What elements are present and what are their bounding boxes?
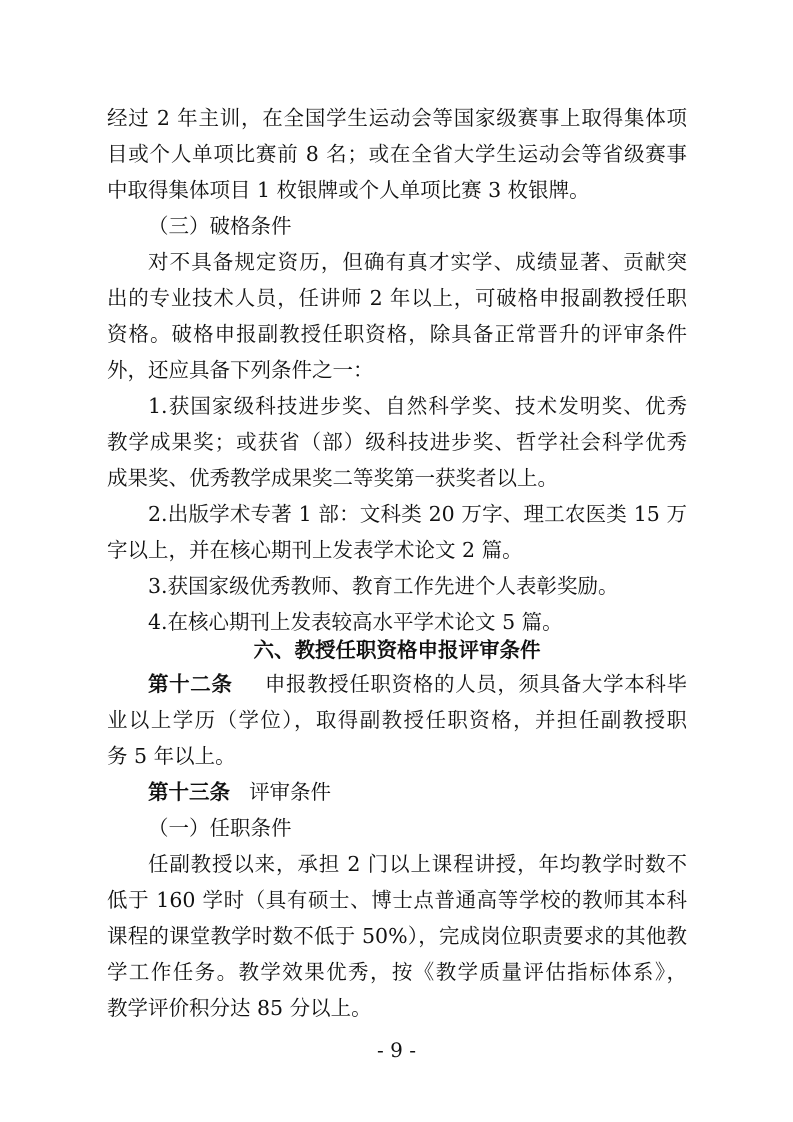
text-line: 课程的课堂教学时数不低于 50%），完成岗位职责要求的其他教 <box>107 924 687 948</box>
article-13-label: 第十三条 <box>148 780 230 804</box>
text-line: 对不具备规定资历，但确有真才实学、成绩显著、贡献突 <box>148 250 687 274</box>
text-line: 教学评价积分达 85 分以上。 <box>107 996 372 1020</box>
text-line: 中取得集体项目 1 枚银牌或个人单项比赛 3 枚银牌。 <box>107 178 590 202</box>
text-line: 成果奖、优秀教学成果奖二等奖第一获奖者以上。 <box>107 466 558 490</box>
text-line: 教学成果奖；或获省（部）级科技进步奖、哲学社会科学优秀 <box>107 430 687 454</box>
list-item: 1.获国家级科技进步奖、自然科学奖、技术发明奖、优秀 <box>148 394 687 418</box>
list-item: 4.在核心期刊上发表较高水平学术论文 5 篇。 <box>148 610 563 634</box>
article-12-label: 第十二条 <box>148 672 233 696</box>
article-13-text: 评审条件 <box>249 780 332 804</box>
text-line: 资格。破格申报副教授任职资格，除具备正常晋升的评审条件 <box>107 322 687 346</box>
text-line: 低于 160 学时（具有硕士、博士点普通高等学校的教师其本科 <box>107 888 687 912</box>
text-line: 外，还应具备下列条件之一： <box>107 358 374 382</box>
text-line: 出的专业技术人员，任讲师 2 年以上，可破格申报副教授任职 <box>107 286 687 310</box>
list-item: 2.出版学术专著 1 部：文科类 20 万字、理工农医类 15 万 <box>148 502 687 526</box>
article-12-line <box>148 667 687 701</box>
article-12-text: 申报教授任职资格的人员，须具备大学本科毕 <box>264 672 687 696</box>
page-number: - 9 - <box>377 1038 416 1062</box>
text-line: 经过 2 年主训，在全国学生运动会等国家级赛事上取得集体项 <box>107 106 687 130</box>
text-line: 务 5 年以上。 <box>107 744 236 768</box>
article-13-line <box>148 775 687 809</box>
text-line: 目或个人单项比赛前 8 名；或在全省大学生运动会等省级赛事 <box>107 142 687 166</box>
section-heading: 六、教授任职资格申报评审条件 <box>253 638 541 662</box>
text-line: 字以上，并在核心期刊上发表学术论文 2 篇。 <box>107 538 523 562</box>
subsection-heading: （一）任职条件 <box>148 816 292 840</box>
text-line: 任副教授以来，承担 2 门以上课程讲授，年均教学时数不 <box>148 852 687 876</box>
text-line: 学工作任务。教学效果优秀，按《教学质量评估指标体系》， <box>107 960 687 984</box>
subsection-heading: （三）破格条件 <box>148 214 292 238</box>
list-item: 3.获国家级优秀教师、教育工作先进个人表彰奖励。 <box>148 574 619 598</box>
text-line: 业以上学历（学位），取得副教授任职资格，并担任副教授职 <box>107 708 687 732</box>
